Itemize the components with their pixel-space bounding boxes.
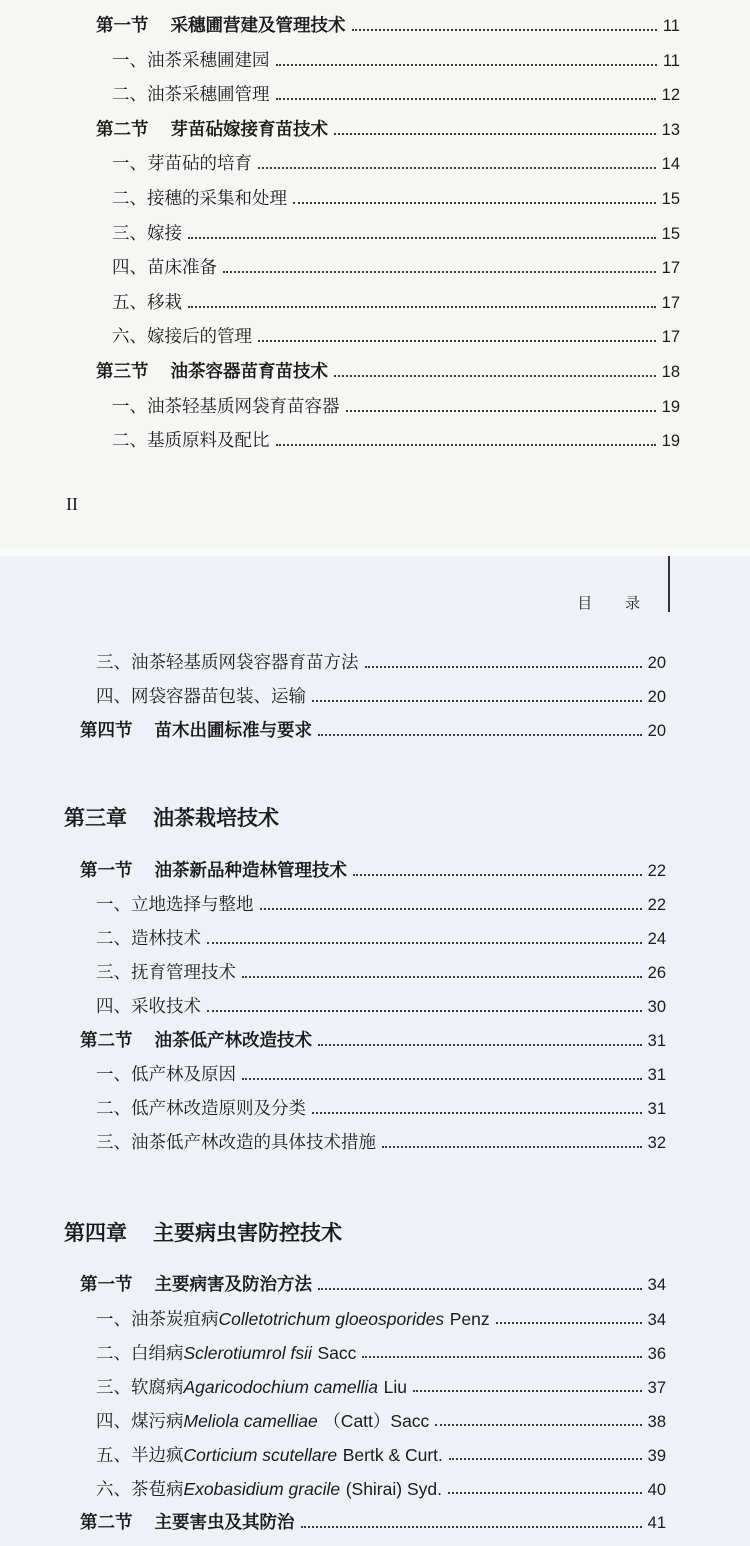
toc-page-number: 15: [661, 190, 680, 208]
authority: Sacc: [317, 1343, 357, 1363]
toc-page-number: 13: [661, 120, 680, 139]
toc-item-row[interactable]: [96, 958, 666, 988]
header-rule: [668, 556, 670, 612]
page-number: II: [66, 494, 78, 514]
toc-item-row[interactable]: [96, 1474, 666, 1504]
toc-entry-title: 二、造林技术: [96, 929, 201, 949]
toc-entry-title: 一、芽苗砧的培育: [112, 154, 252, 175]
authority: Bertk & Curt.: [342, 1445, 443, 1465]
dot-leader: [334, 375, 656, 377]
toc-page-number: 31: [647, 1032, 666, 1050]
dot-leader: [346, 410, 656, 412]
section-number: 第一节: [80, 1275, 133, 1295]
dot-leader: [258, 167, 656, 169]
toc-entry-title: 一、油茶采穗圃建园: [112, 50, 270, 71]
dot-leader: [496, 1322, 642, 1324]
toc-item-row[interactable]: [96, 648, 666, 678]
toc-entry-title: [96, 11, 346, 41]
toc-page-number: 12: [661, 86, 680, 105]
section-number: 第一节: [80, 861, 133, 881]
toc-item-row[interactable]: [96, 1440, 666, 1470]
toc-entry-title: 五、移栽: [112, 292, 182, 313]
toc-entry-title: 四、网袋容器苗包装、运输: [96, 687, 306, 707]
toc-item-row[interactable]: [112, 253, 680, 283]
dot-leader: [242, 976, 642, 978]
toc-page-number: 20: [647, 654, 666, 672]
toc-page-number: 37: [647, 1379, 666, 1397]
toc-page-number: 36: [647, 1345, 666, 1363]
toc-page-number: 31: [647, 1100, 666, 1118]
latin-name: Meliola camelliae: [183, 1411, 318, 1431]
page-gap: [0, 548, 750, 556]
section-number: 第二节: [96, 119, 149, 140]
chapter-title: 油茶栽培技术: [153, 806, 279, 830]
toc-entry-title: 一、低产林及原因: [96, 1065, 236, 1085]
toc-page-number: 15: [661, 224, 680, 243]
latin-name: Exobasidium gracile: [183, 1479, 341, 1499]
toc-section-row[interactable]: [80, 1270, 666, 1300]
toc-page-number: 34: [647, 1311, 666, 1329]
toc-entry-title: [96, 1372, 407, 1403]
chapter-title: 主要病虫害防控技术: [153, 1221, 342, 1245]
dot-leader: [312, 700, 642, 702]
dot-leader: [449, 1458, 642, 1460]
dot-leader: [318, 1288, 642, 1290]
disease-name: 六、茶苞病: [96, 1480, 184, 1500]
dot-leader: [413, 1390, 642, 1392]
dot-leader: [318, 734, 642, 736]
toc-entry-title: 二、接穗的采集和处理: [112, 189, 287, 209]
toc-entry-title: 三、油茶低产林改造的具体技术措施: [96, 1133, 376, 1153]
toc-entry-title: 二、油茶采穗圃管理: [112, 85, 270, 106]
toc-entry-title: 二、基质原料及配比: [112, 431, 270, 452]
dot-leader: [312, 1112, 642, 1114]
section-title: 油茶容器苗育苗技术: [170, 362, 328, 382]
authority: (Shirai) Syd.: [345, 1479, 442, 1499]
dot-leader: [258, 340, 656, 342]
dot-leader: [365, 666, 642, 668]
toc-page-number: 20: [647, 722, 666, 740]
dot-leader: [207, 942, 642, 944]
dot-leader: [353, 874, 642, 876]
dot-leader: [207, 1010, 642, 1012]
toc-entry-title: 一、立地选择与整地: [96, 895, 254, 915]
latin-name: Agaricodochium camellia: [183, 1377, 379, 1397]
toc-page-number: 34: [647, 1276, 666, 1294]
dot-leader: [276, 444, 656, 446]
toc-item-row[interactable]: [112, 219, 680, 249]
toc-item-row[interactable]: [96, 682, 666, 712]
toc-item-row[interactable]: [96, 1060, 666, 1090]
dot-leader: [242, 1078, 642, 1080]
toc-page-number: 26: [647, 964, 666, 982]
section-title: 苗木出圃标准与要求: [154, 721, 312, 741]
toc-page-number: 31: [647, 1066, 666, 1084]
toc-page-number: 17: [661, 328, 680, 347]
toc-item-row[interactable]: [96, 1372, 666, 1402]
dot-leader: [293, 202, 656, 204]
toc-item-row[interactable]: [96, 1304, 666, 1334]
toc-entry-title: 四、苗床准备: [112, 258, 217, 279]
section-title: 采穗圃营建及管理技术: [170, 16, 346, 36]
toc-item-row[interactable]: [112, 322, 680, 352]
toc-section-row[interactable]: [80, 1508, 666, 1538]
toc-entry-title: [96, 1304, 490, 1335]
toc-page-number: 17: [661, 293, 680, 312]
dot-leader: [276, 98, 656, 100]
toc-page-bottom: [0, 556, 750, 1546]
section-title: 油茶低产林改造技术: [154, 1031, 312, 1051]
dot-leader: [362, 1356, 641, 1358]
toc-entry-title: [80, 1270, 312, 1300]
dot-leader: [223, 271, 656, 273]
dot-leader: [188, 306, 656, 308]
toc-item-row[interactable]: [96, 1338, 666, 1368]
toc-page-number: 17: [661, 259, 680, 278]
toc-section-row[interactable]: [80, 856, 666, 886]
toc-page-number: 24: [647, 930, 666, 948]
section-title: 主要害虫及其防治: [154, 1513, 295, 1533]
section-number: 第四节: [80, 721, 133, 741]
section-number: 第二节: [80, 1031, 133, 1051]
toc-section-row[interactable]: [96, 115, 680, 145]
chapter-number: 第三章: [64, 806, 127, 830]
toc-item-row[interactable]: [112, 392, 680, 422]
dot-leader: [276, 64, 657, 66]
disease-name: 五、半边疯: [96, 1446, 184, 1466]
toc-entry-title: [96, 115, 328, 145]
toc-item-row[interactable]: [96, 1094, 666, 1124]
toc-page-number: 20: [647, 688, 666, 706]
toc-entry-title: 一、油茶轻基质网袋育苗容器: [112, 396, 340, 417]
toc-page-number: 19: [661, 397, 680, 416]
toc-section-row[interactable]: [96, 357, 680, 387]
toc-entry-title: [96, 1474, 442, 1505]
section-title: 芽苗砧嫁接育苗技术: [170, 119, 328, 140]
latin-name: Corticium scutellare: [183, 1445, 338, 1465]
section-number: 第一节: [96, 16, 149, 36]
toc-page-number: 14: [661, 155, 680, 174]
dot-leader: [334, 133, 656, 135]
toc-entry-title: 四、采收技术: [96, 997, 201, 1017]
toc-entry-title: [80, 1508, 295, 1538]
toc-page-number: 39: [647, 1447, 666, 1465]
toc-entry-title: [96, 1406, 429, 1437]
section-title: 主要病害及防治方法: [154, 1275, 312, 1295]
dot-leader: [448, 1492, 642, 1494]
toc-entry-title: 三、油茶轻基质网袋容器育苗方法: [96, 653, 359, 673]
toc-item-row[interactable]: [112, 288, 680, 318]
section-number: 第三节: [96, 362, 149, 382]
toc-item-row[interactable]: [96, 924, 666, 954]
toc-item-row[interactable]: [112, 80, 680, 110]
toc-page-number: 41: [647, 1514, 666, 1532]
dot-leader: [352, 29, 657, 31]
toc-page-number: 40: [647, 1481, 666, 1499]
disease-name: 一、油茶炭疽病: [96, 1310, 219, 1330]
toc-item-row[interactable]: [96, 992, 666, 1022]
dot-leader: [435, 1424, 641, 1426]
disease-name: 三、软腐病: [96, 1378, 184, 1398]
toc-entry-title: [96, 1440, 443, 1471]
toc-page-number: 18: [661, 363, 680, 381]
section-number: 第二节: [80, 1513, 133, 1533]
section-title: 油茶新品种造林管理技术: [154, 861, 347, 881]
toc-page-number: 19: [661, 432, 680, 451]
toc-entry-title: 六、嫁接后的管理: [112, 327, 252, 348]
toc-page-number: 38: [647, 1413, 666, 1431]
toc-entry-title: [96, 357, 328, 387]
toc-item-row[interactable]: [96, 890, 666, 920]
chapter-heading: [64, 802, 279, 832]
toc-page-number: 11: [662, 17, 680, 35]
disease-name: 二、白绢病: [96, 1344, 184, 1364]
authority: （Catt）Sacc: [323, 1411, 430, 1431]
toc-page-number: 22: [647, 862, 666, 880]
latin-name: Colletotrichum gloeosporides: [218, 1309, 445, 1329]
toc-entry-title: [80, 716, 312, 746]
toc-item-row[interactable]: [96, 1406, 666, 1436]
toc-entry-title: 二、低产林改造原则及分类: [96, 1099, 306, 1119]
chapter-heading: [64, 1217, 342, 1247]
toc-section-row[interactable]: [80, 1026, 666, 1056]
toc-item-row[interactable]: [96, 1128, 666, 1158]
toc-section-row[interactable]: [80, 716, 666, 746]
authority: Liu: [383, 1377, 407, 1397]
toc-entry-title: 三、抚育管理技术: [96, 963, 236, 983]
toc-item-row[interactable]: [112, 184, 680, 214]
latin-name: Sclerotiumrol fsii: [183, 1343, 312, 1363]
toc-entry-title: 三、嫁接: [112, 223, 182, 244]
toc-page-number: 32: [647, 1134, 666, 1152]
disease-name: 四、煤污病: [96, 1412, 184, 1432]
toc-item-row[interactable]: [112, 426, 680, 456]
toc-entry-title: [80, 856, 347, 886]
dot-leader: [382, 1146, 642, 1148]
toc-page-number: 30: [647, 998, 666, 1016]
dot-leader: [188, 237, 656, 239]
toc-page-number: 22: [647, 896, 666, 914]
running-header: 目 录: [577, 594, 654, 612]
dot-leader: [301, 1526, 642, 1528]
chapter-number: 第四章: [64, 1221, 127, 1245]
toc-item-row[interactable]: [112, 46, 680, 76]
dot-leader: [318, 1044, 642, 1046]
toc-item-row[interactable]: [112, 149, 680, 179]
toc-entry-title: [96, 1338, 356, 1369]
dot-leader: [260, 908, 642, 910]
toc-section-row[interactable]: [96, 11, 680, 41]
authority: Penz: [449, 1309, 490, 1329]
toc-page-number: 11: [662, 51, 680, 70]
toc-page-top: [0, 0, 750, 548]
toc-entry-title: [80, 1026, 312, 1056]
